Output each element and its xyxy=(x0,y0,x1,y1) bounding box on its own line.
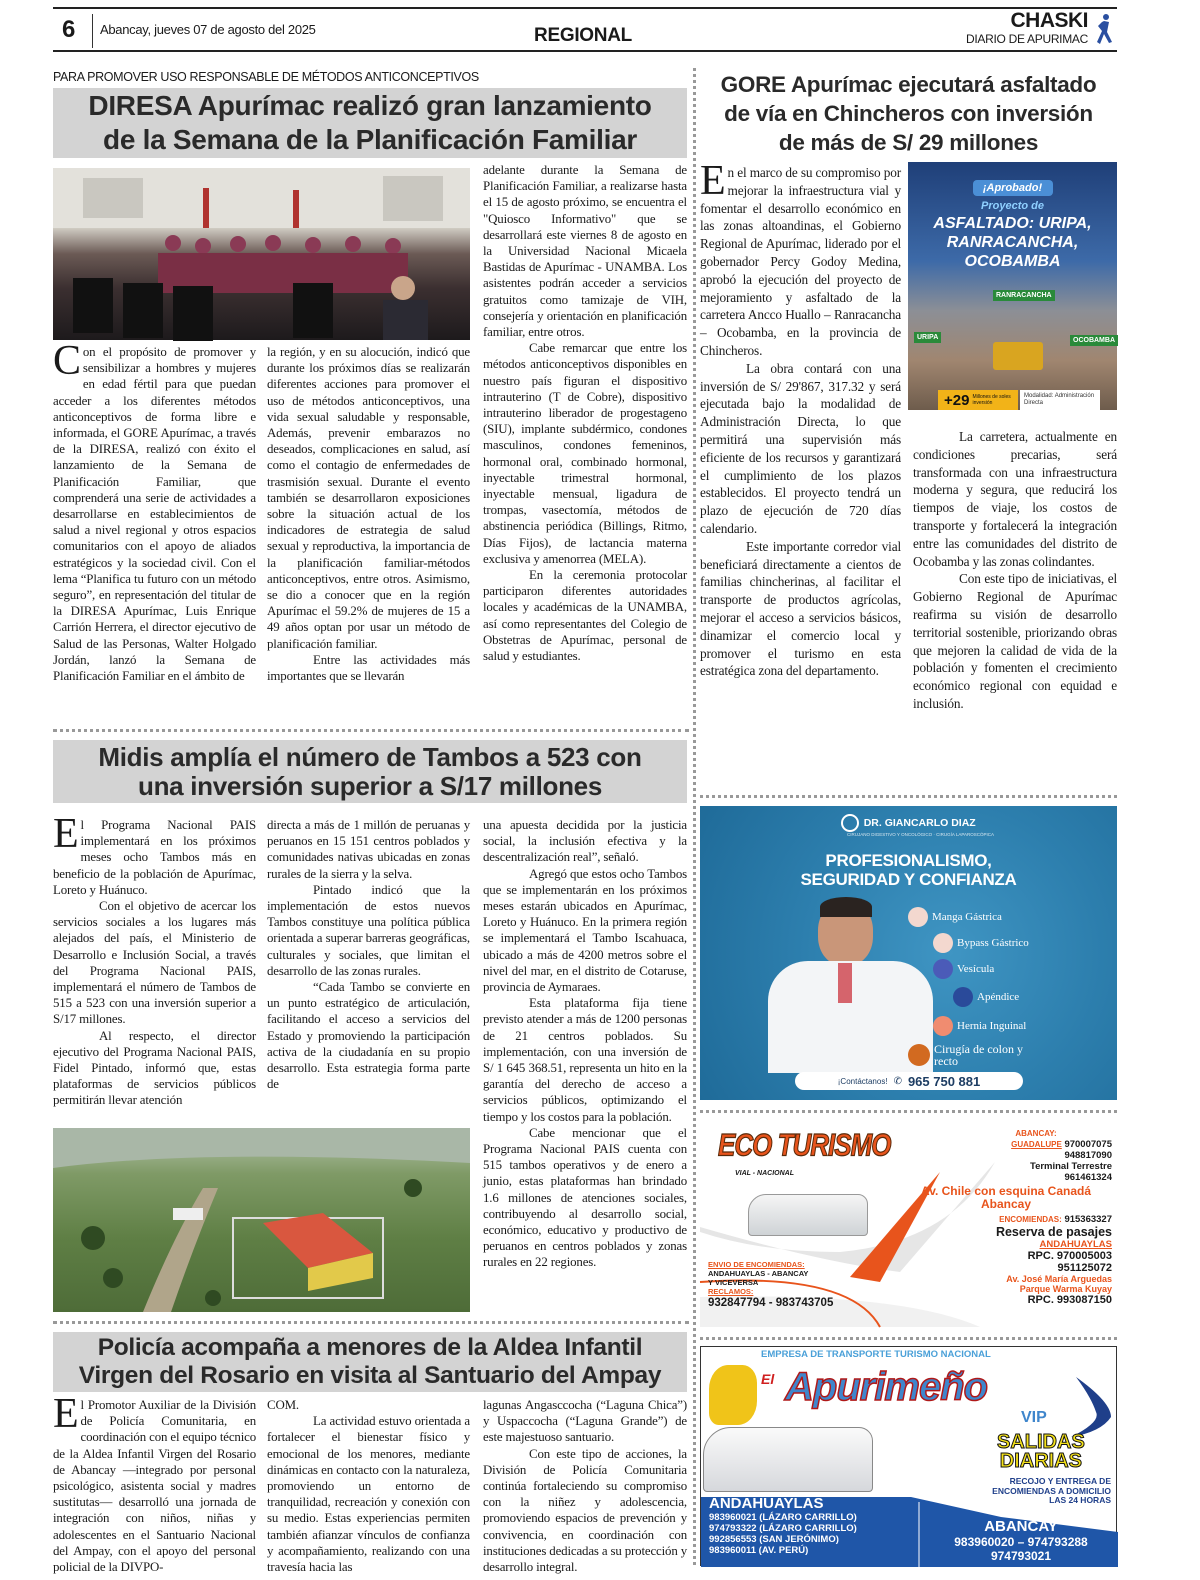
amount-label: Millones de soles inversión xyxy=(972,394,1011,406)
ad-dr-giancarlo-diaz[interactable] xyxy=(700,806,1117,1100)
article3-column-3 xyxy=(483,817,687,1317)
phone: 983960020 – 974793288 xyxy=(954,1535,1088,1549)
section-separator xyxy=(700,795,1117,798)
photo-illustration xyxy=(53,168,470,340)
headline-line: GORE Apurímac ejecutará asfaltado xyxy=(720,72,1097,97)
photo-illustration xyxy=(53,1128,470,1312)
section-separator xyxy=(700,1110,1117,1113)
headline-line: de la Semana de la Planificación Familiar xyxy=(103,124,637,155)
andahuaylas-label: ANDAHUAYLAS xyxy=(1039,1239,1112,1250)
salidas-line: DIARIAS xyxy=(999,1450,1083,1472)
headline-line: de vía en Chincheros con inversión xyxy=(724,101,1093,126)
title-line: PROFESIONALISMO, xyxy=(825,851,992,871)
address: Av. Chile con esquina Canadá xyxy=(920,1184,1092,1198)
service-label: Apéndice xyxy=(977,991,1020,1003)
phone: 961461324 xyxy=(1064,1172,1112,1183)
roller-machine xyxy=(993,342,1043,370)
article1-headline xyxy=(53,88,687,158)
appendix-icon xyxy=(953,987,973,1007)
article2-column-2 xyxy=(913,428,1117,773)
article4-headline xyxy=(53,1332,687,1392)
mascot-map xyxy=(709,1365,757,1425)
section-separator xyxy=(53,1321,689,1324)
guadalupe-label: GUADALUPE xyxy=(1011,1140,1062,1149)
gallbladder-icon xyxy=(933,959,953,979)
article3-column-2 xyxy=(267,817,470,1127)
label-ocobamba: OCOBAMBA xyxy=(1070,335,1118,346)
infographic-title xyxy=(908,214,1117,271)
paragraph: La carretera, actualmente en condiciones precarias, será transformada con una infraestructura moderna y segura, que reducirá los tiempos de viaje, los costos de transporte y fortalecerá la integración entre las comunidades del distrito de Ocobamba y las zonas colindantes. xyxy=(913,429,1117,569)
column-separator xyxy=(693,68,696,1565)
paragraph: la región, y en su alocución, indicó que durante los próximos días se realizarán diferentes acciones para promover el uso de métodos anticonceptivos, una vida sexual saludable y responsable, Además, prevenir embarazos no deseados, complicaciones en salud, así como el contagio de enfermedades de trasmisión sexual. Durante el evento también se desarrollaron exposiciones sobre la situación actual de los indicadores de estrategia de salud sexual y reproductiva, la importancia de la planificación familiar-métodos anticonceptivos, entre otros. Asimismo, se dio a conocer que en la región Apurímac el 59.2% de mujeres de 15 a 49 años optan por usar un método de planificación familiar. xyxy=(267,345,470,651)
article1-kicker: PARA PROMOVER USO RESPONSABLE DE MÉTODOS ANTICONCEPTIVOS xyxy=(53,70,479,84)
andahuaylas-label: ANDAHUAYLAS xyxy=(709,1495,824,1512)
ad-el-apurimeno[interactable] xyxy=(700,1346,1117,1566)
paragraph: Entre las actividades más importantes que se llevarán xyxy=(267,652,470,684)
section-separator xyxy=(700,1337,1117,1340)
doctor-logo-icon xyxy=(841,814,859,832)
colon-icon xyxy=(908,1044,930,1066)
phone: 974793322 (LÁZARO CARRILLO) xyxy=(709,1523,857,1534)
article1-column-2 xyxy=(267,344,470,718)
paragraph: “Cada Tambo se convierte en un punto estratégico de articulación, facilitando el acceso a servicios del Estado y promoviendo la participación activa de la ciudadanía en su propio desarrollo. Esta estrategia forma parte de xyxy=(267,980,470,1092)
van-image xyxy=(748,1194,868,1236)
title-line: RANRACANCHA, xyxy=(946,234,1079,251)
service-item xyxy=(933,956,1113,982)
amount-value: +29 xyxy=(944,391,970,409)
apurimeno-el: El xyxy=(761,1371,775,1387)
paragraph: Al respecto, el director ejecutivo del Programa Nacional PAIS, Fidel Pintado, informó que, estas plataformas de servicios públicos permitirán llevar atención xyxy=(53,1028,256,1108)
paragraph: Este importante corredor vial beneficiará directamente a cientos de familias chincherinas, al facilitar el transporte de productos agrícolas, mejorar el acceso a servicios básicos, dinamizar el comercio local y promover el turismo en esta estratégica zona del departamento. xyxy=(700,538,901,679)
paragraph: La actividad estuvo orientada a fortalecer el bienestar físico y emocional de los menores, mediante dinámicas en contacto con la naturaleza, promoviendo un entorno de tranquilidad, recreación y conexión con su medio. Estas experiencias permiten también afianzar vínculos de confianza y acompañamiento, realizando con una travesía hacia las xyxy=(267,1414,470,1575)
contact-label: ¡Contáctanos! xyxy=(837,1076,888,1086)
paragraph: La obra contará con una inversión de S/ 29'867, 317.32 y será ejecutada bajo la modalidad de Administración Directa, lo que permitirá una supervisión más eficiente de los recursos y garantizará el cumplimiento de los plazos establecidos. El proyecto tendrá un plazo de ejecución de 720 días calendario. xyxy=(700,360,901,536)
paragraph: Esta plataforma fija tiene previsto atender a más de 1200 personas de 21 centros poblados. Su implementación, con una inversión de S/ 1 645 368.51, representa un hito en la garantía del derecho de acceso a servicios públicos, optimizando el tiempo y los costos para la población. xyxy=(483,996,687,1124)
section-separator xyxy=(53,729,689,732)
contact-button[interactable] xyxy=(795,1072,1023,1090)
article2-headline xyxy=(700,70,1117,157)
recojo-line: ENCOMIENDAS A DOMICILIO xyxy=(992,1485,1111,1496)
paragraph: directa a más de 1 millón de peruanas y peruanos en 15 151 centros poblados y comunidades nativas ubicadas en zonas rurales de la sierra y la selva. xyxy=(267,818,470,881)
paragraph: adelante durante la Semana de Planificación Familiar, a realizarse hasta el 15 de agosto próximo, se encuentra el "Quiosco Informativo" que se desarrollará este viernes 8 de agosto en la Universidad Nacional Micaela Bastidas de Apurímac - UNAMBA. Los asistentes podrán acceder a servicios gratuitos como tamizaje de VIH, consejería y orientación en planificación familiar, entre otros. xyxy=(483,163,687,340)
services-list xyxy=(908,904,1113,1070)
service-item xyxy=(953,982,1113,1012)
reserva-label: Reserva de pasajes xyxy=(995,1225,1112,1239)
service-label: Bypass Gástrico xyxy=(957,937,1029,949)
approved-badge: ¡Aprobado! xyxy=(973,180,1053,196)
phone: 915363327 xyxy=(1064,1214,1112,1225)
ad-doctor-title xyxy=(700,851,1117,889)
article3-photo-tambo-aerial xyxy=(53,1128,470,1312)
brand-subtitle: DIARIO DE APURIMAC xyxy=(966,32,1088,46)
phone: 983960021 (LÁZARO CARRILLO) xyxy=(709,1512,857,1523)
article4-column-3 xyxy=(483,1397,687,1575)
masthead xyxy=(966,10,1088,46)
stomach-icon xyxy=(908,907,928,927)
article1-column-3 xyxy=(483,162,687,718)
phone: 992856553 (SAN JERÓNIMO) xyxy=(709,1534,839,1545)
encomiendas-label: ENCOMIENDAS: xyxy=(999,1215,1062,1224)
header-date: Abancay, jueves 07 de agosto del 2025 xyxy=(100,22,316,37)
article1-photo-auditorium xyxy=(53,168,470,340)
paragraph: Cabe remarcar que entre los métodos anticonceptivos disponibles en nuestro país figuran el dispositivo intrauterino (T de Cobre), dispositivo intrauterino liberador de progestageno (SIU), implante subdérmico, condones masculinos, condones femeninos, hormonal oral, combinado hormonal, inyectable trimestral hormonal, inyectable mensual, ligadura de trompas, vasectomía, métodos de abstinencia periódica (Billings, Ritmo, Días Fijos), de lactancia materna exclusiva y amenorrea (MELA). xyxy=(483,341,687,566)
article4-column-1 xyxy=(53,1391,256,1575)
phone: 951125072 xyxy=(1057,1262,1112,1274)
paragraph: una apuesta decidida por la justicia social, la inclusión efectiva y la descentralización real”, señaló. xyxy=(483,818,687,865)
paragraph: Pintado indicó que la implementación de estos nuevos Tambos constituye una política pública orientada a superar barreras geográficas, culturales y sociales, que limitan el desarrollo de las zonas rurales. xyxy=(267,882,470,978)
andahuaylas-contacts xyxy=(709,1495,857,1556)
title-line: SEGURIDAD Y CONFIANZA xyxy=(800,870,1017,890)
amount-banner xyxy=(938,390,1018,410)
paragraph: lagunas Angasccocha (“Laguna Chica”) y Uspaccocha (“Laguna Grande”) de este majestuoso santuario. xyxy=(483,1398,687,1445)
abancay-label: ABANCAY: xyxy=(1015,1129,1057,1138)
contact-phone[interactable]: 965 750 881 xyxy=(907,1073,981,1089)
paragraph: Agregó que estos ocho Tambos que se implementarán en los próximos meses estarán ubicados en Apurímac, Loreto y Huánuco. En la primera región se implementará el Tambo Iscahuaca, ubicado a más de 4200 metros sobre el nivel del mar, en el distrito de Cotaruse, provincia de Aymaraes. xyxy=(483,866,687,995)
hernia-icon xyxy=(933,1016,953,1036)
eco-tagline: VIAL - NACIONAL xyxy=(735,1170,794,1177)
stomach-icon xyxy=(933,933,953,953)
address: Av. José María Arguedas xyxy=(1006,1274,1112,1284)
recojo-line: LAS 24 HORAS xyxy=(1049,1495,1111,1505)
headline-line: Virgen del Rosario en visita al Santuario del Ampay xyxy=(78,1362,662,1389)
infographic-subtitle: Proyecto de xyxy=(981,200,1044,212)
headline-line: una inversión superior a S/17 millones xyxy=(138,770,602,801)
title-line: ASFALTADO: URIPA, xyxy=(933,215,1092,232)
terminal-label: Terminal Terrestre xyxy=(1029,1161,1112,1172)
address: Parque Warma Kuyay xyxy=(1019,1284,1112,1294)
phone: 970007075 xyxy=(1064,1139,1112,1150)
apurimeno-brand: Apurimeño xyxy=(785,1365,988,1409)
header-top-rule xyxy=(53,7,1117,9)
chevron-logo-icon xyxy=(1071,1377,1115,1437)
doctor-name: DR. GIANCARLO DIAZ xyxy=(863,817,976,829)
apurimeno-top: EMPRESA DE TRANSPORTE TURISMO NACIONAL xyxy=(761,1349,991,1360)
label-ranracancha: RANRACANCHA xyxy=(993,290,1055,301)
headline-line: de más de S/ 29 millones xyxy=(778,130,1039,155)
doctor-logo xyxy=(700,814,1117,837)
whatsapp-icon: ✆ xyxy=(893,1075,902,1087)
chaski-runner-logo-icon xyxy=(1092,12,1116,48)
apurimeno-vip: VIP xyxy=(1021,1409,1047,1426)
phone: 948817090 xyxy=(1064,1150,1112,1161)
service-item xyxy=(908,904,1113,930)
bus-image xyxy=(703,1427,873,1492)
road-project-infographic xyxy=(908,162,1117,410)
page-number: 6 xyxy=(62,16,76,43)
abancay-label: ABANCAY xyxy=(984,1518,1058,1535)
paragraph: Con el objetivo de acercar los servicios sociales a los lugares más alejados del país, el Ministerio de Desarrollo e Inclusión Social, a través del Programa Nacional PAIS, implementará el número de Tambos de 515 a 523 con una inversión superior a S/17 millones. xyxy=(53,899,256,1027)
headline-line: Midis amplía el número de Tambos a 523 con xyxy=(98,741,642,772)
mode-banner: Modalidad: Administración Directa xyxy=(1020,390,1100,410)
recojo-line: RECOJO Y ENTREGA DE xyxy=(1009,1476,1111,1486)
phone: RPC. 993087150 xyxy=(1027,1294,1112,1306)
article2-column-1 xyxy=(700,158,901,774)
service-label: Manga Gástrica xyxy=(932,911,1002,923)
title-line: OCOBAMBA xyxy=(964,253,1061,270)
eco-contacts-right xyxy=(900,1128,1112,1307)
service-item xyxy=(933,930,1113,956)
paragraph: El Promotor Auxiliar de la División de Policía Comunitaria, en coordinación con el equipo técnico de la Aldea Infantil Virgen del Rosario de Abancay —integrado por personal psicológico, asistenta social y madres sustitutas— desarrolló una jornada de integración con niños, niñas y adolescentes en el Santuario Nacional del Ampay, con el apoyo del personal policial de la DIVPO- xyxy=(53,1391,256,1575)
abancay-contacts xyxy=(926,1519,1116,1563)
paragraph: En el marco de su compromiso por mejorar la infraestructura vial y fomentar el desarrollo económico en las zonas altoandinas, el Gobierno Regional de Apurímac, liderado por el gobernador Percy Godoy Medina, aprobó la ejecución del proyecto de mejoramiento y asfaltado de la carretera Ancco Huallo – Ranracancha – Ocobamba, en la provincia de Chincheros. xyxy=(700,158,901,358)
paragraph: Con este tipo de acciones, la División de Policía Comunitaria continúa fortaleciendo su compromiso con la niñez y adolescencia, promoviendo espacios de prevención y convivencia, en coordinación con instituciones dedicadas a su protección y desarrollo integral. xyxy=(483,1446,687,1575)
service-item xyxy=(933,1012,1113,1040)
salidas-line: SALIDAS xyxy=(997,1431,1085,1453)
article3-column-1 xyxy=(53,811,256,1127)
service-label: Hernia Inguinal xyxy=(957,1020,1027,1032)
header-bottom-rule xyxy=(53,50,1117,52)
article1-column-1 xyxy=(53,338,256,718)
paragraph: COM. xyxy=(267,1398,299,1412)
phone: 932847794 - 983743705 xyxy=(708,1297,834,1309)
paragraph: El Programa Nacional PAIS implementará en los próximos meses ocho Tambos más en beneficio de la población de Apurímac, Loreto y Huánuco. xyxy=(53,811,256,897)
paragraph: Cabe mencionar que el Programa Nacional PAIS cuenta con 515 tambos operativos y de enero a junio, estas plataformas han brindado 1.6 millones de atenciones sociales, contribuyendo al desarrollo social, económico, educativo y productivo de peruanos en centros poblados y zonas rurales en 22 regiones. xyxy=(483,1125,687,1270)
headline-line: Policía acompaña a menores de la Aldea Infantil xyxy=(97,1334,643,1361)
route: Y VICEVERSA xyxy=(708,1278,759,1287)
service-item xyxy=(908,1040,1113,1070)
doctor-specialty: CIRUJANO DIGESTIVO Y ONCOLÓGICO · CIRUGÍA LAPAROSCÓPICA xyxy=(846,832,995,838)
paragraph: En la ceremonia protocolar participaron diferentes autoridades locales y académicas de la UNAMBA, así como representantes del Colegio de Obstetras de Apurímac, personal de salud y estudiantes. xyxy=(483,568,687,664)
section-name: REGIONAL xyxy=(534,25,632,46)
route: ANDAHUAYLAS - ABANCAY xyxy=(708,1269,809,1278)
salidas-diarias xyxy=(997,1433,1085,1471)
phone: 983960011 (AV. PERÚ) xyxy=(709,1545,809,1556)
envio-label: ENVIO DE ENCOMIENDAS: xyxy=(708,1260,805,1269)
paragraph: Con este tipo de iniciativas, el Gobierno Regional de Apurímac reafirma su visión de desarrollo territorial sostenible, priorizando obras que mejoren la calidad de vida de la población y fomenten el crecimiento económico regional con equidad e inclusión. xyxy=(913,571,1117,711)
header-divider xyxy=(92,14,93,48)
headline-line: DIRESA Apurímac realizó gran lanzamiento xyxy=(88,90,652,121)
ad-eco-turismo[interactable] xyxy=(700,1122,1117,1327)
eco-contacts-left xyxy=(708,1260,833,1310)
paragraph: Con el propósito de promover y sensibilizar a hombres y mujeres en edad fértil para que puedan acceder a los diferentes métodos anticonceptivos de forma libre e informada, el GORE Apurímac, a través de la DIRESA, realizó con éxito el lanzamiento de la Semana de Planificación Familiar, que comprenderá una serie de actividades a desarrollarse en establecimientos de salud a nivel regional y otros espacios comunitarios con el apoyo de aliados estratégicos y la sociedad civil. Con el lema “Planifica tu futuro con un método seguro”, en representación del titular de la DIRESA Apurímac, Luis Enrique Carrión Herrera, el director ejecutivo de Salud de las Personas, Walter Holgado Jordán, lanzó la Semana de Planificación Familiar en el ámbito de xyxy=(53,338,256,684)
service-label: Cirugía de colon y recto xyxy=(934,1042,1023,1068)
brand-name: CHASKI xyxy=(1010,9,1088,32)
eco-logo: ECO TURISMO xyxy=(718,1126,891,1163)
phone: 974793021 xyxy=(990,1549,1052,1563)
phone: RPC. 970005003 xyxy=(1027,1250,1112,1262)
article4-column-2 xyxy=(267,1397,470,1575)
reclamos-label: RECLAMOS: xyxy=(708,1287,754,1296)
label-uripa: URIPA xyxy=(914,332,941,343)
article3-headline xyxy=(53,740,687,803)
address: Abancay xyxy=(980,1197,1032,1211)
service-label: Vesícula xyxy=(957,963,995,975)
